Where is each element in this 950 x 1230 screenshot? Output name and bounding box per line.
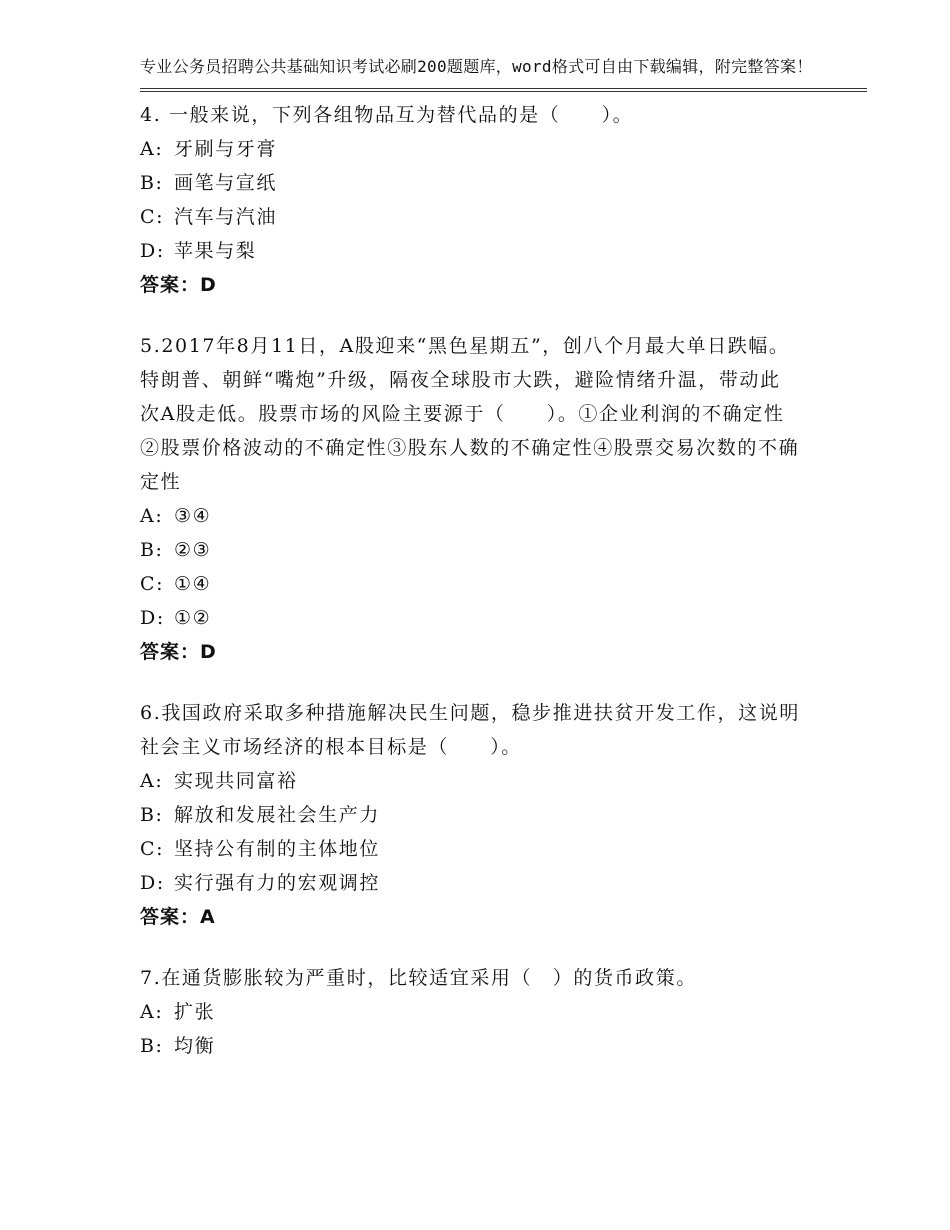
option-key: D: [140,872,165,894]
question-4 [140,98,867,302]
option-key: B: [140,1035,164,1057]
option-text: ③④ [174,505,212,527]
option-text: 苹果与梨 [174,240,257,262]
option-text: 解放和发展社会生产力 [174,804,381,826]
option-a [140,764,867,798]
question-stem: 5.2017年8月11日，A股迎来“黑色星期五”，创八个月最大单日跌幅。特朗普、朝鲜“嘴炮”升级，隔夜全球股市大跌，避险情绪升温，带动此次A股走低。股票市场的风险主要源于（ ）。①企业利润的不确定性②股票价格波动的不确定性③股东人数的不确定性④股票交易次数的不确定性 [140,335,800,493]
answer-line: 答案：D [140,641,217,663]
option-text: 实行强有力的宏观调控 [174,872,381,894]
option-d [140,234,867,268]
option-text: 扩张 [174,1001,216,1023]
option-b [140,1029,867,1063]
answer-line: 答案：A [140,906,216,928]
answer-line: 答案：D [140,274,217,296]
question-5 [140,329,867,669]
option-b [140,798,867,832]
option-c [140,832,867,866]
option-key: A: [140,505,164,527]
option-a [140,499,867,533]
option-a [140,995,867,1029]
option-b [140,166,867,200]
option-c [140,200,867,234]
option-text: ①② [174,607,212,629]
question-6 [140,696,867,934]
option-key: B: [140,172,164,194]
document-header: 专业公务员招聘公共基础知识考试必刷200题题库，word格式可自由下载编辑，附完整答案！ [140,57,813,76]
document-page [140,56,867,1063]
option-key: B: [140,804,164,826]
question-stem: 4. 一般来说，下列各组物品互为替代品的是（ ）。 [140,104,634,126]
header-divider [140,88,867,92]
option-text: 画笔与宣纸 [174,172,278,194]
option-d [140,866,867,900]
option-text: 汽车与汽油 [174,206,278,228]
option-text: 牙刷与牙膏 [174,138,278,160]
question-7 [140,961,867,1063]
option-text: 坚持公有制的主体地位 [174,838,381,860]
option-key: D: [140,607,165,629]
option-text: 均衡 [174,1035,216,1057]
option-key: C: [140,838,165,860]
option-d [140,601,867,635]
option-key: B: [140,539,164,561]
question-stem: 6.我国政府采取多种措施解决民生问题，稳步推进扶贫开发工作，这说明社会主义市场经济的根本目标是（ ）。 [140,702,800,758]
option-b [140,533,867,567]
option-key: A: [140,1001,164,1023]
option-text: ①④ [174,573,212,595]
option-text: 实现共同富裕 [174,770,298,792]
option-text: ②③ [174,539,212,561]
option-key: A: [140,138,164,160]
option-key: C: [140,573,165,595]
option-key: C: [140,206,165,228]
option-key: A: [140,770,164,792]
option-c [140,567,867,601]
option-a [140,132,867,166]
question-stem: 7.在通货膨胀较为严重时，比较适宜采用（ ）的货币政策。 [140,967,697,989]
option-key: D: [140,240,165,262]
